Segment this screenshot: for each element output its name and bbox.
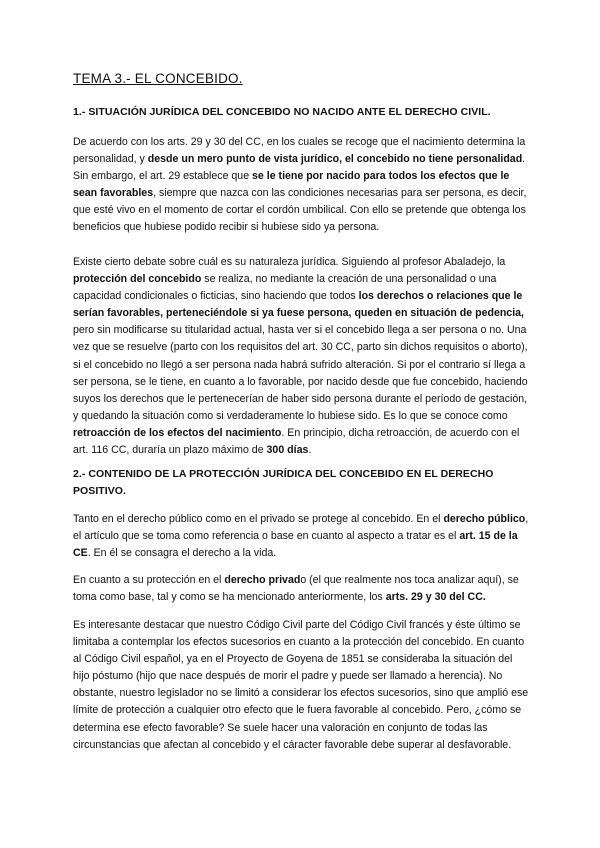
section-2-heading: 2.- CONTENIDO DE LA PROTECCIÓN JURÍDICA DEL CONCEBIDO EN EL DERECHO POSITIVO. — [73, 468, 494, 497]
section-1-heading: 1.- SITUACIÓN JURÍDICA DEL CONCEBIDO NO NACIDO ANTE EL DERECHO CIVIL. — [73, 106, 491, 118]
section-2-paragraph-2: En cuanto a su protección en el derecho privado (el que realmente nos toca analizar aquí), se toma como base, tal y como se ha mencionado anteriormente, los arts. 29 y 30 del CC. — [73, 574, 519, 604]
section-2-paragraph-1: Tanto en el derecho público como en el privado se protege al concebido. En el derecho público, el artículo que se toma como referencia o base en cuanto al aspecto a tratar es el art. 15 de la CE. En él se consagra el derecho a la vida. — [73, 513, 529, 560]
section-1-paragraph-2: Existe cierto debate sobre cuál es su naturaleza jurídica. Siguiendo al profesor Abaladejo, la protección del concebido se realiza, no mediante la creación de una personalidad o una capacidad condicionales o ficticias, sino haciendo que todos los derechos o relaciones que le serían favorables, perteneciéndole si ya fuese persona, queden en situación de pedencia, pero sin modificarse su titularidad actual, hasta ver si el concebido llega a ser persona o no. Una vez que se resuelve (parto con los requisitos del art. 30 CC, parto sin dichos requisitos o aborto), si el concebido no llegó a ser persona nada habrá sufrido alteración. Si por el contrario sí llega a ser persona, se le tiene, en cuanto a lo favorable, por nacido desde que fue concebido, haciendo suyos los derechos que le pertenecerían de haber sido persona durante el período de gestación, y quedando la situación como si verdaderamente lo hubiese sido. Es lo que se conoce como retroacción de los efectos del nacimiento. En principio, dicha retroacción, de acuerdo con el art. 116 CC, duraría un plazo máximo de 300 días. — [73, 256, 528, 457]
section-1-paragraph-1: De acuerdo con los arts. 29 y 30 del CC, en los cuales se recoge que el nacimiento determina la personalidad, y desde un mero punto de vista jurídico, el concebido no tiene personalidad. Sin embargo, el art. 29 establece que se le tiene por nacido para todos los efectos que le sean favorables, siempre que nazca con las condiciones necesarias para ser persona, es decir, que esté vivo en el momento de cortar el cordón umbilical. Con ello se pretende que obtenga los beneficios que hubiese podido recibir si hubiese sido ya persona. — [73, 136, 527, 234]
section-2-paragraph-3: Es interesante destacar que nuestro Código Civil parte del Código Civil francés y éste último se limitaba a contemplar los efectos sucesorios en cuanto a la protección del concebido. En cuanto al Código Civil español, ya en el Proyecto de Goyena de 1851 se consideraba la situación del hijo póstumo (hijo que nace después de morir el padre y puede ser llamado a herencia). No obstante, nuestro legislador no se limitó a considerar los efectos sucesorios, sino que amplió ese límite de protección a cualquier otro efecto que le fuera favorable al concebido. Pero, ¿cómo se determina ese efecto favorable? Se suele hacer una valoración en conjunto de todas las circunstancias que afectan al concebido y el cáracter favorable debe superar al desfavorable. — [73, 619, 529, 751]
page-title: TEMA 3.- EL CONCEBIDO. — [73, 71, 243, 86]
